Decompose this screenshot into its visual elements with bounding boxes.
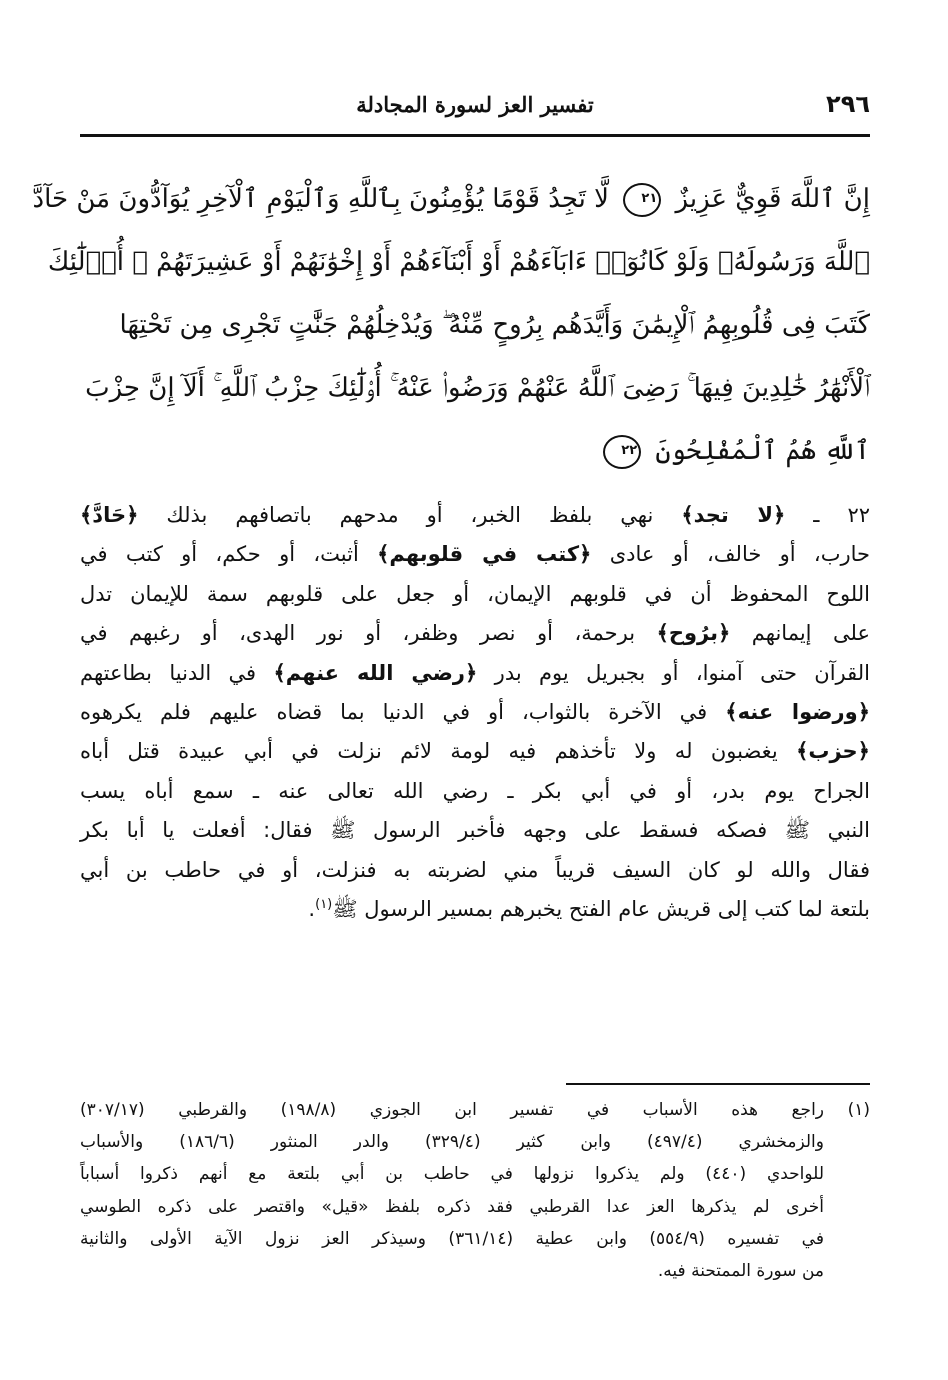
- commentary-line: [80, 654, 870, 693]
- footnote-line: والزمخشري (٤٩٧/٤) وابن كثير (٣٢٩/٤) والدر المنثور (١٨٦/٦) والأسباب: [80, 1132, 824, 1153]
- text-run: بلتعة لما كتب إلى قريش عام الفتح يخبرهم بمسير الرسول ﷺ: [332, 897, 870, 922]
- keyword: ﴿حزب﴾: [796, 739, 870, 764]
- commentary-line: الجراح يوم بدر، أو في أبي بكر ـ رضي الله تعالى عنه ـ سمع أباه يسب: [80, 778, 870, 803]
- text-run: حارب، أو خالف، أو عادى: [591, 542, 871, 567]
- commentary-line: [80, 732, 870, 771]
- text-run: برحمة، أو نصر وظفر، أو نور الهدى، أو رغبهم في: [80, 621, 657, 646]
- footnote-line: للواحدي (٤٤٠) ولم يذكروا نزولها في حاطب بن أبي بلتعة مع أنهم ذكروا أسباباً: [80, 1164, 824, 1185]
- footnote-line: في تفسيره (٥٥٤/٩) وابن عطية (٣٦١/١٤) وسيذكر العز نزول الآية الأولى والثانية: [80, 1228, 824, 1249]
- commentary-line: النبي ﷺ فصكه فسقط على وجهه فأخبر الرسول ﷺ فقال: أفعلت يا أبا بكر: [80, 818, 870, 843]
- text-run: على إيمانهم: [730, 621, 870, 646]
- running-title: تفسير العز لسورة المجادلة: [356, 92, 594, 117]
- keyword: ﴿برُوح﴾: [656, 621, 731, 646]
- ayah-number-marker: ٢١: [623, 183, 661, 217]
- footnote-line: أخرى لم يذكرها العز عدا القرطبي فقد ذكره بلفظ «قيل» واقتصر على ذكره الطوسي: [80, 1196, 824, 1217]
- verse-text: ٱللَّهِ هُمُ ٱلْمُفْلِحُونَ: [655, 436, 870, 466]
- footnote-reference[interactable]: (١): [315, 897, 333, 913]
- verse-line: [32, 168, 870, 231]
- footnote-line: راجع هذه الأسباب في تفسير ابن الجوزي (١٩٨/٨) والقرطبي (٣٠٧/١٧): [80, 1100, 825, 1120]
- text-run: يغضبون له ولا تأخذهم فيه لومة لائم نزلت في أبي عبيدة قتل أباه: [80, 739, 797, 764]
- footnote-line: من سورة الممتحنة فيه.: [657, 1261, 824, 1282]
- text-run: أثبت، أو حكم، أو كتب في: [80, 542, 378, 567]
- text-run: .: [308, 897, 316, 922]
- verse-text: لَّا تَجِدُ قَوْمًا يُؤْمِنُونَ بِٱللَّهِ وَٱلْيَوْمِ ٱلْآخِرِ يُوَآدُّونَ مَنْ حَآدَّ: [32, 184, 609, 214]
- footnote-body: [80, 1094, 824, 1287]
- commentary-line: اللوح المحفوظ أن في قلوبهم الإيمان، أو جعل على قلوبهم سمة للإيمان تدل: [80, 581, 870, 606]
- page-number: ٢٩٦: [826, 90, 870, 118]
- verse-line: كَتَبَ فِى قُلُوبِهِمُ ٱلْإِيمَٰنَ وَأَيَّدَهُم بِرُوحٍ مِّنْهُ ۖ وَيُدْخِلُهُمْ جَنَّٰتٍ تَجْرِى مِن تَحْتِهَا: [119, 310, 870, 340]
- quran-verses: [32, 168, 870, 483]
- commentary: [80, 496, 870, 929]
- text-run: نهي بلفظ الخبر، أو مدحهم باتصافهم بذلك: [138, 503, 682, 527]
- keyword: ﴿ورضوا عنه﴾: [725, 700, 870, 725]
- text-run: في الدنيا بطاعتهم: [80, 660, 274, 685]
- keyword: ﴿رضي الله عنهم﴾: [273, 660, 478, 685]
- commentary-line: [80, 535, 870, 574]
- footnote-marker: (١): [847, 1100, 870, 1120]
- keyword: ﴿كتب في قلوبهم﴾: [377, 542, 592, 567]
- footnote-separator: [566, 1083, 870, 1085]
- commentary-line: [80, 496, 870, 535]
- header-rule: [80, 134, 870, 137]
- verse-line: ٱللَّهَ وَرَسُولَهُۥ وَلَوْ كَانُوٓا۟ ءَابَآءَهُمْ أَوْ أَبْنَآءَهُمْ أَوْ إِخْوَٰنَهُمْ أَوْ عَشِيرَتَهُمْ ۚ أُو۟لَٰٓئِكَ: [47, 247, 870, 277]
- keyword: ﴿حَادَّ﴾: [80, 503, 139, 527]
- commentary-line: [80, 614, 870, 653]
- ayah-number-marker: ٢٢: [603, 435, 641, 469]
- footnote: [80, 1094, 870, 1287]
- page-header: [80, 86, 870, 134]
- keyword: ﴿لا تجد﴾: [681, 503, 786, 527]
- verse-line: ٱلْأَنْهَٰرُ خَٰلِدِينَ فِيهَا ۚ رَضِىَ ٱللَّهُ عَنْهُمْ وَرَضُوا۟ عَنْهُ ۚ أُو۟لَٰٓئِكَ حِزْبُ ٱللَّهِ ۚ أَلَآ إِنَّ حِزْبَ: [85, 373, 870, 403]
- commentary-line: [80, 890, 870, 929]
- commentary-line: فقال والله لو كان السيف قريباً مني لضربته به فنزلت، أو في حاطب بن أبي: [80, 857, 870, 882]
- text-run: القرآن حتى آمنوا، أو بجبريل يوم بدر: [477, 660, 870, 685]
- verse-line: [80, 420, 870, 483]
- verse-number-label: ٢٢ ـ: [785, 503, 870, 527]
- commentary-line: [80, 693, 870, 732]
- verse-text: إِنَّ ٱللَّهَ قَوِيٌّ عَزِيزٌ: [675, 184, 870, 214]
- text-run: في الآخرة بالثواب، أو في الدنيا بما قضاه عليهم فلم يكرهوه: [80, 700, 726, 725]
